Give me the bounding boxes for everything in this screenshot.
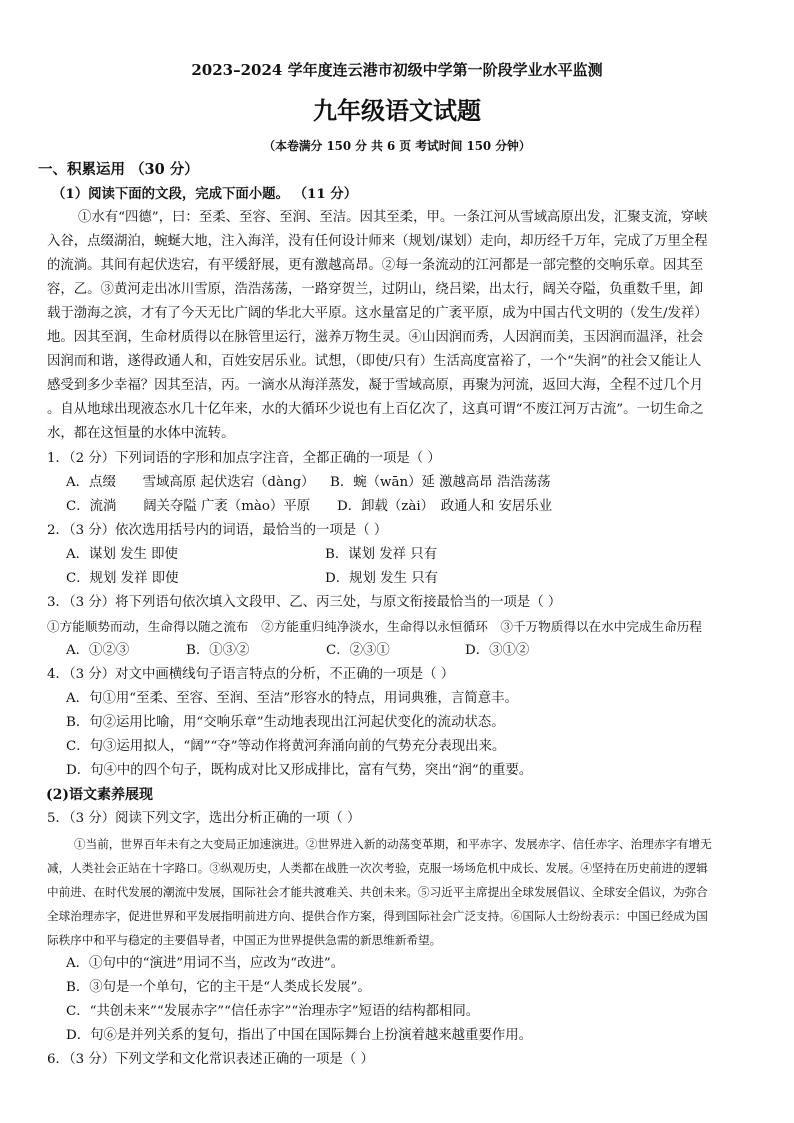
q5-passage-line: ①当前，世界百年未有之大变局正加速演进。②世界进入新的动荡变革期，和平赤字、发展赤字、信任赤字、治理赤字有增无: [74, 837, 712, 851]
q2-option-d: D．规划 发生 只有: [325, 571, 438, 586]
passage-line: 的流淌。其间有起伏迭宕，有平缓舒展，更有激越高昂。②每一条流动的江河都是一部完整的交响乐章。因其至: [47, 258, 704, 273]
q4-option-b: B．句②运用比喻，用“交响乐章”生动地表现出江河起伏变化的流动状态。: [66, 715, 505, 730]
question-5-stem: 5．（3 分）阅读下列文字，选出分析正确的一项（ ）: [47, 811, 361, 826]
question-1-stem: 1．（2 分）下列词语的字形和加点字注音，全都正确的一项是（ ）: [47, 451, 441, 466]
q4-option-c: C．句③运用拟人，“阔”“夺”等动作将黄河奔涌向前的气势充分表现出来。: [66, 739, 506, 754]
q5-passage-line: 减，人类社会正站在十字路口。③纵观历史，人类都在战胜一次次考验，克服一场场危机中成长、发展。④坚持在历史前进的逻辑: [47, 861, 708, 875]
q1-option-b: B．蜿（wān）延 激越高昂 浩浩荡荡: [330, 475, 551, 490]
passage-line: ①水有“四德”，曰：至柔、至容、至润、至洁。因其至柔，甲。一条江河从雪域高原出发，汇聚支流，穿峡: [78, 210, 708, 225]
q5-option-b: B．③句是一个单句，它的主干是“人类成长发展”。: [66, 980, 371, 995]
part2-heading: (2)语文素养展现: [46, 787, 153, 803]
q4-option-a: A．句①用“至柔、至容、至润、至洁”形容水的特点，用词典雅，言简意丰。: [66, 691, 518, 706]
passage-line: 水，都在这恒量的水体中流转。: [47, 426, 235, 441]
q1-option-d: D．卸载（zài） 政通人和 安居乐业: [337, 499, 553, 514]
question-4-stem: 4．（3 分）对文中画横线句子语言特点的分析，不正确的一项是（ ）: [47, 667, 455, 682]
passage-line: 载于渤海之滨，才有了今天无比广阔的华北大平原。这水量富足的广袤平原，成为中国古代文明的（发生/发祥）: [47, 306, 708, 321]
exam-title: 2023–2024 学年度连云港市初级中学第一阶段学业水平监测: [191, 61, 603, 79]
q2-option-a: A．谋划 发生 即使: [66, 547, 178, 562]
q5-passage-line: 际秩序中和平与稳定的主要倡导者，中国正为世界提供急需的新思维新希望。: [47, 933, 442, 947]
question-3-stem: 3．（3 分）将下列语句依次填入文段甲、乙、丙三处，与原文衔接最恰当的一项是（ ）: [47, 595, 562, 610]
section-heading: 一、积累运用 （30 分）: [38, 161, 199, 178]
q3-option-d: D．③①②: [465, 643, 530, 658]
q2-option-c: C．规划 发祥 即使: [66, 571, 179, 586]
q3-sentences: ①方能顺势而动，生命得以随之流布 ②方能重归纯净淡水，生命得以永恒循环 ③千万物质得以在水中完成生命历程: [47, 619, 702, 634]
part1-heading: （1）阅读下面的文段，完成下面小题。 （11 分）: [52, 186, 358, 202]
q5-option-d: D．句⑥是并列关系的复句，指出了中国在国际舞台上扮演着越来越重要作用。: [66, 1028, 533, 1043]
q5-option-a: A．①句中的“演进”用词不当，应改为“改进”。: [66, 956, 345, 971]
question-2-stem: 2．（3 分）依次选用括号内的词语，最恰当的一项是（ ）: [47, 523, 388, 538]
passage-line: 容，乙。③黄河走出冰川雪原，浩浩荡荡，一路穿贺兰，过阴山，绕吕梁，出太行，阔关夺隘，负重数千里，卸: [47, 282, 704, 297]
q3-option-a: A．①②③: [66, 643, 130, 658]
q5-passage-line: 中前进、在时代发展的潮流中发展，国际社会才能共渡难关、共创未来。⑤习近平主席提出全球发展倡议、全球安全倡议，为弥合: [47, 885, 708, 899]
q5-passage-line: 全球治理赤字，促进世界和平发展指明前进方向、提供合作方案，得到国际社会广泛支持。⑥国际人士纷纷表示：中国已经成为国: [47, 909, 708, 923]
q4-option-d: D．句④中的四个句子，既构成对比又形成排比，富有气势，突出“润”的重要。: [66, 763, 533, 778]
paper-subtitle: （本卷满分 150 分 共 6 页 考试时间 150 分钟）: [263, 139, 531, 153]
q1-option-c: C．流淌 阔关夺隘 广袤（mào）平原: [66, 499, 311, 514]
q3-option-c: C．②③①: [326, 643, 390, 658]
q1-option-a: A．点缀 雪域高原 起伏迭宕（dàng）: [66, 475, 315, 490]
passage-line: 因润而和谐，遂得政通人和，百姓安居乐业。试想，（即使/只有）生活高度富裕了，一个“失润”的社会又能让人: [47, 354, 702, 369]
q5-option-c: C．“共创未来”“发展赤字”“信任赤字”“治理赤字”短语的结构都相同。: [66, 1004, 480, 1019]
passage-line: 感受到多少幸福？因其至洁，丙。一滴水从海洋蒸发，凝于雪域高原，再聚为河流，返回大海，全程不过几个月: [47, 378, 704, 393]
paper-title: 九年级语文试题: [313, 96, 481, 125]
passage-line: 入谷，点缀湖泊，蜿蜒大地，注入海洋，没有任何设计师来（规划/谋划）走向，却历经千万年，完成了万里全程: [47, 234, 708, 249]
q3-option-b: B．①③②: [186, 643, 250, 658]
passage-line: 。自从地球出现液态水几十亿年来，水的大循环少说也有上百亿次了，这真可谓“不废江河万古流”。一切生命之: [47, 402, 704, 417]
question-6-stem: 6．（3 分）下列文学和文化常识表述正确的一项是（ ）: [47, 1052, 374, 1067]
q2-option-b: B．谋划 发祥 只有: [325, 547, 438, 562]
passage-line: 地。因其至润，生命材质得以在脉管里运行，滋养万物生灵。④山因润而秀，人因润而美，玉因润而温泽，社会: [47, 330, 704, 345]
